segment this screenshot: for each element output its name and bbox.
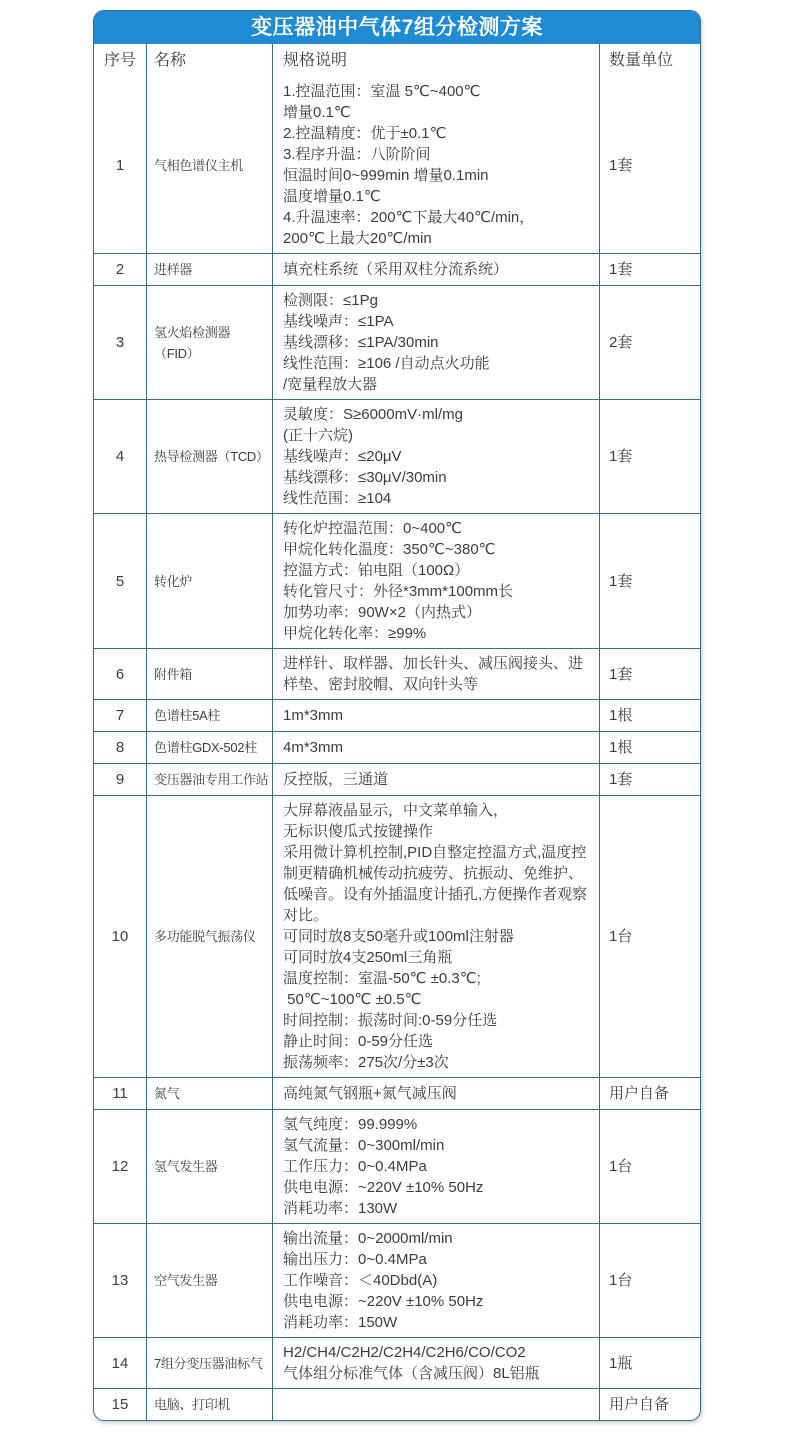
- item-name-cell: 氢气发生器: [146, 1110, 272, 1223]
- item-spec-cell: [272, 514, 599, 648]
- row-number-cell: 2: [115, 261, 125, 278]
- table-row: [94, 699, 700, 731]
- row-number-cell: 6: [115, 665, 125, 683]
- spec-line: 增量0.1℃: [283, 104, 351, 121]
- column-header-qty: 数量单位: [599, 44, 700, 77]
- item-qty-cell: 2套: [599, 286, 700, 399]
- spec-line: 输出压力：0~0.4MPa: [283, 1251, 427, 1268]
- item-qty-cell: 1套: [599, 514, 700, 648]
- spec-line: /宽量程放大器: [283, 376, 378, 393]
- spec-line: 甲烷化转化率：≥99%: [283, 625, 427, 642]
- row-number-cell: 4: [115, 448, 125, 465]
- spec-line: 转化管尺寸：外径*3mm*100mm长: [283, 583, 514, 600]
- item-name-cell: 色谱柱GDX-502柱: [146, 732, 272, 763]
- item-name-cell: 转化炉: [146, 514, 272, 648]
- item-spec-cell: [272, 700, 599, 731]
- spec-line: 4m*3mm: [283, 739, 344, 756]
- spec-line: 甲烷化转化温度：350℃~380℃: [283, 541, 496, 558]
- table-row: [94, 1077, 700, 1109]
- row-number-cell: 5: [115, 572, 125, 590]
- spec-line: 反控版，三通道: [283, 771, 389, 788]
- spec-line: 无标识傻瓜式按键操作: [283, 823, 434, 840]
- item-qty-cell: 1根: [599, 700, 700, 731]
- item-qty-cell: 1套: [599, 764, 700, 795]
- spec-line: 基线漂移：≤30μV/30min: [283, 469, 447, 486]
- item-name-cell: 7组分变压器油标气: [146, 1338, 272, 1388]
- item-spec-cell: [272, 1338, 599, 1388]
- table-row: [94, 1109, 700, 1223]
- item-spec-cell: [272, 77, 599, 253]
- item-spec-cell: [272, 796, 599, 1077]
- spec-line: (正十六烷): [283, 427, 353, 444]
- spec-line: 消耗功率：150W: [283, 1314, 398, 1331]
- spec-line: 1m*3mm: [283, 707, 344, 724]
- spec-line: 恒温时间0~999min 增量0.1min: [283, 167, 489, 184]
- spec-line: 可同时放8支50毫升或100ml注射器: [283, 928, 514, 945]
- table-row: [94, 285, 700, 399]
- item-qty-cell: 1套: [599, 77, 700, 253]
- item-name-cell: 色谱柱5A柱: [146, 700, 272, 731]
- table-row: [94, 253, 700, 285]
- spec-line: 转化炉控温范围：0~400℃: [283, 520, 462, 537]
- spec-line: 供电电源：~220V ±10% 50Hz: [283, 1179, 484, 1196]
- spec-line: 时间控制：振荡时间:0-59分任选: [283, 1012, 498, 1029]
- spec-line: 可同时放4支250ml三角瓶: [283, 949, 453, 966]
- table-row: [94, 513, 700, 648]
- spec-line: 加势功率：90W×2（内热式）: [283, 604, 481, 621]
- page-title: 变压器油中气体7组分检测方案: [94, 11, 700, 44]
- spec-line: 1.控温范围：室温 5℃~400℃: [283, 83, 481, 100]
- column-header-spec: 规格说明: [272, 44, 599, 77]
- row-number-cell: 11: [112, 1085, 128, 1102]
- spec-line: 检测限：≤1Pg: [283, 292, 378, 309]
- item-qty-cell: 1套: [599, 254, 700, 285]
- item-qty-cell: 1套: [599, 649, 700, 699]
- spec-line: 采用微计算机控制,PID自整定控温方式,温度控制更精确机械传动抗疲劳、抗振动、免维护、低噪音。设有外插温度计插孔,方便操作者观察对比。: [283, 844, 588, 924]
- item-name-cell: 氮气: [146, 1078, 272, 1109]
- spec-line: 基线噪声：≤20μV: [283, 448, 402, 465]
- spec-line: 工作噪音：＜40Dbd(A): [283, 1272, 438, 1289]
- column-header-no: 序号: [103, 52, 136, 69]
- table-row: [94, 763, 700, 795]
- item-qty-cell: 用户自备: [599, 1389, 700, 1420]
- item-spec-cell: [272, 400, 599, 513]
- spec-table: [94, 44, 700, 1420]
- item-spec-cell: [272, 1078, 599, 1109]
- spec-line: 灵敏度：S≥6000mV·ml/mg: [283, 406, 463, 423]
- spec-line: 温度增量0.1℃: [283, 188, 381, 205]
- item-name-cell: 空气发生器: [146, 1224, 272, 1337]
- spec-line: 基线漂移：≤1PA/30min: [283, 334, 439, 351]
- row-number-cell: 12: [111, 1158, 129, 1175]
- spec-line: 气体组分标准气体（含减压阀）8L铝瓶: [283, 1365, 540, 1382]
- spec-line: 线性范围：≥104: [283, 490, 392, 507]
- item-qty-cell: 1台: [599, 796, 700, 1077]
- item-qty-cell: 1套: [599, 400, 700, 513]
- item-name-cell: 热导检测器（TCD）: [146, 400, 272, 513]
- item-name-cell: 氢火焰检测器（FID）: [146, 286, 272, 399]
- item-qty-cell: 1根: [599, 732, 700, 763]
- spec-line: 工作压力：0~0.4MPa: [283, 1158, 427, 1175]
- table-row: [94, 795, 700, 1077]
- table-row: [94, 1388, 700, 1420]
- spec-line: 输出流量：0~2000ml/min: [283, 1230, 453, 1247]
- table-row: [94, 77, 700, 253]
- table-row: [94, 399, 700, 513]
- spec-line: 氢气流量：0~300ml/min: [283, 1137, 445, 1154]
- item-name-cell: 进样器: [146, 254, 272, 285]
- item-spec-cell: [272, 1110, 599, 1223]
- item-name-cell: 附件箱: [146, 649, 272, 699]
- row-number-cell: 10: [111, 928, 129, 945]
- row-number-cell: 14: [111, 1354, 129, 1372]
- spec-line: 控温方式：铂电阻（100Ω）: [283, 562, 470, 579]
- spec-line: 振荡频率：275次/分±3次: [283, 1054, 449, 1071]
- row-number-cell: 15: [111, 1396, 129, 1413]
- spec-line: H2/CH4/C2H2/C2H4/C2H6/CO/CO2: [283, 1344, 526, 1361]
- item-qty-cell: 1台: [599, 1224, 700, 1337]
- item-spec-cell: [272, 286, 599, 399]
- spec-line: 静止时间：0-59分任选: [283, 1033, 434, 1050]
- item-name-cell: 电脑、打印机: [146, 1389, 272, 1420]
- item-spec-cell: [272, 254, 599, 285]
- spec-line: 2.控温精度：优于±0.1℃: [283, 125, 447, 142]
- spec-line: 大屏幕液晶显示，中文菜单输入，: [283, 802, 509, 819]
- row-number-cell: 7: [115, 707, 125, 724]
- item-qty-cell: 1瓶: [599, 1338, 700, 1388]
- spec-line: 氢气纯度：99.999%: [283, 1116, 418, 1133]
- row-number-cell: 3: [115, 334, 125, 351]
- table-row: [94, 648, 700, 699]
- item-name-cell: 气相色谱仪主机: [146, 77, 272, 253]
- spec-line: 基线噪声：≤1PA: [283, 313, 394, 330]
- spec-line: 消耗功率：130W: [283, 1200, 398, 1217]
- item-spec-cell: [272, 649, 599, 699]
- row-number-cell: 9: [115, 771, 125, 788]
- item-spec-cell: [272, 1224, 599, 1337]
- item-spec-cell: [272, 764, 599, 795]
- spec-table-body: [94, 77, 700, 1420]
- row-number-cell: 8: [115, 739, 125, 756]
- table-row: [94, 731, 700, 763]
- item-spec-cell: [272, 732, 599, 763]
- item-qty-cell: 用户自备: [599, 1078, 700, 1109]
- spec-line: 进样针、取样器、加长针头、减压阀接头、进样垫、密封胶帽、双向针头等: [283, 655, 584, 693]
- spec-line: 50℃~100℃ ±0.5℃: [283, 991, 422, 1008]
- column-header-name: 名称: [146, 44, 272, 77]
- table-header-row: [94, 44, 700, 77]
- spec-line: 供电电源：~220V ±10% 50Hz: [283, 1293, 484, 1310]
- table-row: [94, 1223, 700, 1337]
- spec-line: 填充柱系统（采用双柱分流系统）: [283, 261, 509, 278]
- spec-line: 线性范围：≥106 /自动点火功能: [283, 355, 490, 372]
- spec-line: 高纯氮气钢瓶+氮气减压阀: [283, 1085, 457, 1102]
- item-qty-cell: 1台: [599, 1110, 700, 1223]
- item-name-cell: 多功能脱气振荡仪: [146, 796, 272, 1077]
- spec-line: 3.程序升温：八阶阶间: [283, 146, 431, 163]
- item-name-cell: 变压器油专用工作站: [146, 764, 272, 795]
- spec-sheet-card: [93, 10, 701, 1421]
- item-spec-cell: [272, 1389, 599, 1420]
- spec-line: 200℃上最大20℃/min: [283, 230, 432, 247]
- row-number-cell: 13: [111, 1272, 129, 1289]
- table-row: [94, 1337, 700, 1388]
- spec-line: 4.升温速率：200℃下最大40℃/min，: [283, 209, 535, 226]
- row-number-cell: 1: [115, 156, 125, 174]
- spec-line: 温度控制：室温-50℃ ±0.3℃;: [283, 970, 481, 987]
